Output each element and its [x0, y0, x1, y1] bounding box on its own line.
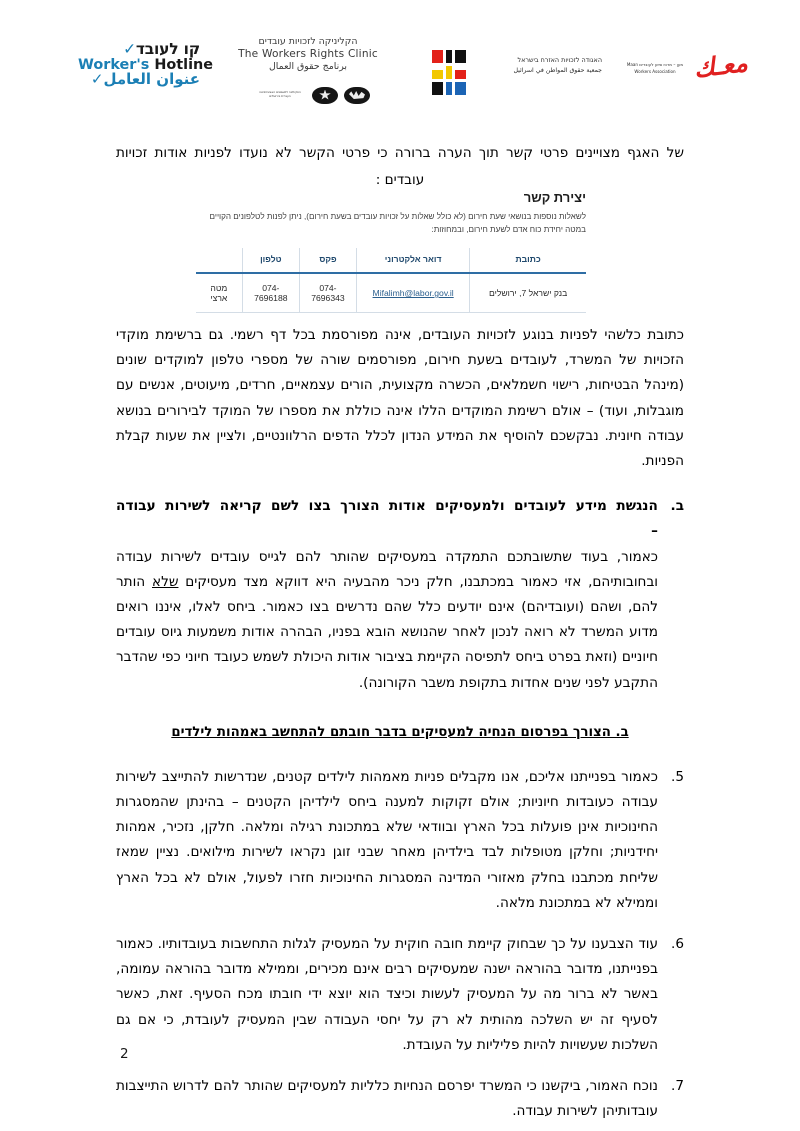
- cell-phone: 074-7696188: [242, 273, 299, 313]
- maan-caption: מען – מרכז סיוע לעובדים Maan Workers Association: [626, 62, 684, 74]
- section-b-body-part1: כאמור, בעוד שתשובתכם התמקדה במעסיקים שהותר להם לגייס עובדים לשירות עבודה ובחובותיהם, אזי כאמור במכתבנו, חלק ניכר מהבעיה היא דווקא מצד מעסיקים: [116, 548, 659, 590]
- hotline-check-icon: ✓: [123, 40, 136, 58]
- logo-workers-hotline: [78, 40, 214, 89]
- clinic-mark-caption: הפקולטה למשפטים האוניברסיטה העברית בירושלים: [259, 90, 301, 98]
- section-b-paragraph: [116, 545, 658, 696]
- list-item-number-5: 5.: [671, 768, 684, 785]
- maan-script-wordmark: معـك: [692, 48, 750, 84]
- email-link[interactable]: Mifalimh@labor.gov.il: [372, 288, 454, 299]
- logo-workers-rights-clinic: [228, 36, 388, 73]
- hotline-arabic-text: عنوان العامل: [103, 70, 200, 89]
- list-item-text-6: עוד הצבענו על כך שבחוק קיימת חובה חוקית על המעסיק לגלות התחשבות בעובדותיו. כאמור בפנייתנו, מדובר בהוראה ישנה שמעסיקים רבים אינם מכירים, וממילא מדובר בהוראה עמומה, באשר לא ברור מה על המעסיק לעשות וכיצד הוא יוצא ידי חובתו מכח הסעיף. זאת, כאשר לסעיף זה יש השלכה מהותית לא רק על יחסי העבודה שבין המעסיק לעובדת, כי אם גם השלכות שעשויות להיות פליליות על העובדת.: [116, 936, 658, 1053]
- clinic-arabic-name: برنامج حقوق العمال: [268, 60, 347, 72]
- list-item-text-7: נוכח האמור, ביקשנו כי המשרד יפרסם הנחיות כלליות למעסיקים שהותר להם לדרוש התייצבות עובדותיהן לשירות עבודה.: [116, 1078, 658, 1120]
- contact-card-title: יצירת קשר: [523, 190, 586, 205]
- contact-card: [196, 190, 586, 313]
- column-header-address: כתובת: [470, 248, 586, 273]
- list-item-number-7: 7.: [671, 1078, 684, 1095]
- list-item: [116, 932, 684, 1058]
- acri-names: [484, 56, 602, 75]
- list-item-number-6: 6.: [671, 936, 684, 953]
- contact-table-head: [196, 248, 586, 273]
- top-headline-text: של האגף מצויינים פרטי קשר תוך הערה ברורה כי פרטי הקשר לא נועדו לפניות אודות זכויות עובדים :: [116, 144, 684, 188]
- hotline-hebrew-name: [78, 42, 200, 58]
- column-header-email: דואר אלקטרוני: [357, 248, 470, 273]
- list-item: [116, 1074, 684, 1124]
- spacer-4: [116, 916, 684, 932]
- section-b-body-underlined: שלא: [152, 573, 179, 590]
- section-b: [116, 494, 684, 544]
- spacer: [116, 474, 684, 494]
- hotline-english-rest: Hotline: [154, 56, 214, 73]
- hotline-english-bold: Worker's: [78, 56, 150, 73]
- section-b-marker: ב.: [670, 498, 684, 515]
- section-b-body-part2: הותר להם, ושהם (ועובדיהם) אינם יודעים כלל שהם נדרשים בצו כאמור. ביחס לאלו, איננו רואים מדוע המשרד לא רואה לנכון לאחר שהנושא הובא בפניו, הבהרה אודות משמעות גיוס עובדים חיוניים (וזאת בפרט ביחס לתפיסה הקיימת בציבור אודות היכולת לשמש כעובד חיוני כפי שהדבר התקבע לפני שנים אחדות בתקופת משבר הקורונה).: [116, 573, 658, 691]
- contact-table-header-row: [196, 248, 586, 273]
- contact-table: [196, 248, 586, 313]
- hotline-check-icon-2: ✓: [90, 70, 104, 89]
- section-b-heading: הנגשת מידע לעובדים ולמעסיקים אודות הצורך בצו לשם קריאה לשירות עבודה –: [116, 498, 658, 540]
- cell-fax: 074-7696343: [299, 273, 356, 313]
- hotline-hebrew-text: קו לעובד: [135, 40, 200, 58]
- logo-acri: [432, 48, 602, 102]
- university-seal-icon: [312, 87, 338, 104]
- section-b-content: [116, 494, 658, 544]
- acri-arabic-name: جمعية حقوق المواطن في اسرائيل: [513, 66, 602, 74]
- hotline-arabic-name: [78, 72, 200, 87]
- column-header-fax: פקס: [299, 248, 356, 273]
- letterhead: [0, 34, 800, 110]
- section-b2-heading: ב. הצורך בפרסום הנחיה למעסיקים בדבר חובתם להתחשב באמהות לילדים: [171, 724, 629, 740]
- paragraph-1: כתובת כלשהי לפניות בנוגע לזכויות העובדים, אינה מפורסמת בכל דף רשמי. גם ברשימת מוקדי הזכויות של המשרד, לעובדים בשעת חירום, מפורסמים שורה של מספרי טלפון למוקדים שונים (מינהל הבטיחות, רישוי חשמלאים, הכשרה מקצועית, הורים עצמאיים, חרדים, מיעוטים, אנשים עם מוגבלות, ועוד) – אולם רשימת המוקדים הללו אינה כוללת את מספרו של המוקד לבירורים בנושא עבודה חיונית. נבקשכם להוסיף את המידע הנדון לכלל הדפים הרלוונטיים, ולציין את שעות קבלת הפניות.: [116, 327, 684, 470]
- cell-address: בנק ישראל 7, ירושלים: [470, 273, 586, 313]
- acri-emblem-icon: [432, 48, 476, 96]
- clinic-english-name: The Workers Rights Clinic: [238, 47, 378, 60]
- faculty-seal-icon: [344, 87, 370, 104]
- list-item: [116, 765, 684, 916]
- table-row: [196, 273, 586, 313]
- contact-card-note: לשאלות נוספות בנושאי שעת חירום (לא כולל שאלות על זכויות עובדים בשעת חירום), ניתן לפנות לטלפונים הקויים במטה יחידת כוח אדם לשעת חירום, ובמחוזות:: [209, 212, 586, 234]
- column-header-phone: טלפון: [242, 248, 299, 273]
- section-b-paragraph-row: [116, 545, 684, 696]
- contact-table-body: [196, 273, 586, 313]
- spacer-5: [116, 1058, 684, 1074]
- logo-maan: [618, 50, 748, 102]
- clinic-hebrew-name: הקליניקה לזכויות עובדים: [258, 36, 358, 47]
- column-header-office: [196, 248, 242, 273]
- cell-office-name: מטה ארצי: [196, 273, 242, 313]
- clinic-emblems: [232, 82, 392, 108]
- page-number: 2: [120, 1046, 129, 1062]
- spacer-2: [116, 696, 684, 720]
- acri-hebrew-name: האגודה לזכויות האזרח בישראל: [517, 56, 602, 64]
- spacer-3: [116, 745, 684, 765]
- cell-email: [357, 273, 470, 313]
- list-item-text-5: כאמור בפנייתנו אליכם, אנו מקבלים פניות מאמהות לילדים קטנים, שנדרשות להתייצב לשירות עבודה כעובדות חיוניות; אולם זקוקות למענה ביחס לילדיהן הקטנים – בהינתן שהמסגרות החינוכיות אינן פועלות בכל הארץ ובוודאי שלא במתכונת רגילה ומלאה. חלקן, נזכיר, אמהות יחידניות; וחלקן מטופלות לבד בילדיהן מאחר שבני זוגן נקראו לשירות מילואים. נציין שמאז שליחת מכתבנו בחלק מאזורי המדינה המסגרות החינוכיות חזרו לפעול, אולם לא בכל הארץ וממילא לא במתכונת מלאה.: [116, 768, 658, 911]
- main-body: [116, 323, 684, 1124]
